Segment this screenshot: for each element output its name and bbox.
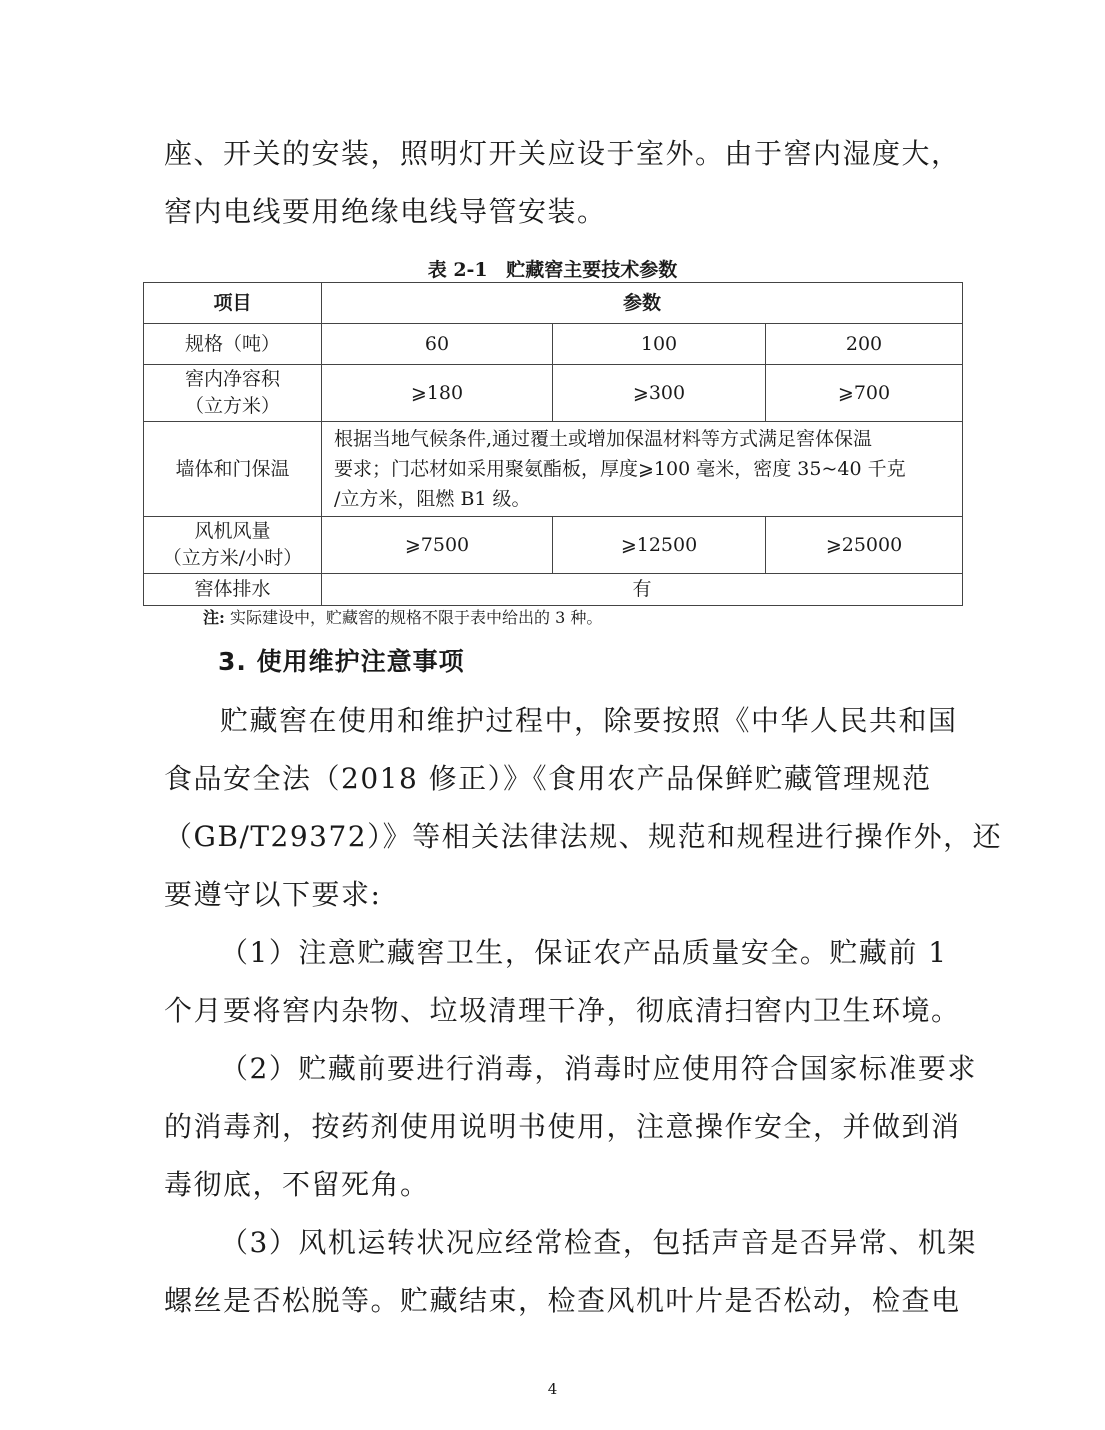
row-label — [144, 517, 322, 574]
cell-value: ⩾300 — [553, 365, 766, 422]
table-caption — [0, 255, 1105, 282]
body-paragraph — [164, 692, 1003, 924]
table-note — [203, 605, 602, 628]
text-line: （GB/T29372）》等相关法律法规、规范和规程进行操作外，还 — [164, 820, 1003, 853]
wide-cell: 有 — [322, 574, 963, 606]
section-heading: 3. 使用维护注意事项 — [218, 647, 465, 676]
text-line: 窖内电线要用绝缘电线导管安装。 — [164, 195, 607, 228]
table-row — [144, 574, 963, 606]
row-label: 窖体排水 — [144, 574, 322, 606]
text-line: （2）贮藏前要进行消毒，消毒时应使用符合国家标准要求 — [220, 1052, 977, 1085]
text-line: 要遵守以下要求: — [164, 878, 382, 911]
cell-value: ⩾7500 — [322, 517, 553, 574]
row-label-line: 风机风量 — [194, 520, 271, 542]
row-label: 规格（吨） — [144, 324, 322, 365]
note-label: 注: — [203, 608, 225, 627]
cell-value: ⩾700 — [766, 365, 963, 422]
row-label — [144, 365, 322, 422]
intro-paragraph — [164, 125, 961, 241]
note-text: 实际建设中，贮藏窖的规格不限于表中给出的 3 种。 — [230, 608, 603, 627]
header-params: 参数 — [322, 283, 963, 324]
text-line: 食品安全法（2018 修正）》《食用农产品保鲜贮藏管理规范 — [164, 762, 932, 795]
table-caption-title: 贮藏窖主要技术参数 — [506, 259, 678, 281]
row-label-line: （立方米） — [184, 395, 280, 417]
row-label-line: （立方米/小时） — [162, 547, 303, 569]
text-line: 贮藏窖在使用和维护过程中，除要按照《中华人民共和国 — [220, 704, 958, 737]
cell-value: ⩾12500 — [553, 517, 766, 574]
text-line: 的消毒剂，按药剂使用说明书使用，注意操作安全，并做到消 — [164, 1110, 961, 1143]
wide-cell-line: 根据当地气候条件,通过覆土或增加保温材料等方式满足窖体保温 — [334, 428, 873, 450]
cell-value: 60 — [322, 324, 553, 365]
table-row — [144, 422, 963, 517]
cell-value: ⩾25000 — [766, 517, 963, 574]
row-label: 墙体和门保温 — [144, 422, 322, 517]
wide-cell-line: /立方米，阻燃 B1 级。 — [334, 488, 531, 510]
table-row — [144, 517, 963, 574]
body-paragraph — [164, 1040, 977, 1214]
table-row — [144, 324, 963, 365]
wide-cell — [322, 422, 963, 517]
page-number: 4 — [547, 1380, 558, 1398]
wide-cell-line: 要求；门芯材如采用聚氨酯板，厚度⩾100 毫米，密度 35~40 千克 — [334, 458, 906, 480]
body-paragraph — [164, 924, 961, 1040]
text-line: 个月要将窖内杂物、垃圾清理干净，彻底清扫窖内卫生环境。 — [164, 994, 961, 1027]
parameters-table — [143, 282, 963, 606]
text-line: 座、开关的安装，照明灯开关应设于室外。由于窖内湿度大， — [164, 137, 961, 170]
cell-value: ⩾180 — [322, 365, 553, 422]
cell-value: 200 — [766, 324, 963, 365]
table-caption-number: 表 2-1 — [427, 259, 488, 281]
cell-value: 100 — [553, 324, 766, 365]
text-line: （1）注意贮藏窖卫生，保证农产品质量安全。贮藏前 1 — [220, 936, 948, 969]
header-item: 项目 — [144, 283, 322, 324]
table-header-row — [144, 283, 963, 324]
text-line: 螺丝是否松脱等。贮藏结束，检查风机叶片是否松动，检查电 — [164, 1284, 961, 1317]
body-paragraph — [164, 1214, 977, 1330]
row-label-line: 窖内净容积 — [184, 368, 280, 390]
text-line: （3）风机运转状况应经常检查，包括声音是否异常、机架 — [220, 1226, 977, 1259]
text-line: 毒彻底，不留死角。 — [164, 1168, 430, 1201]
table-row — [144, 365, 963, 422]
